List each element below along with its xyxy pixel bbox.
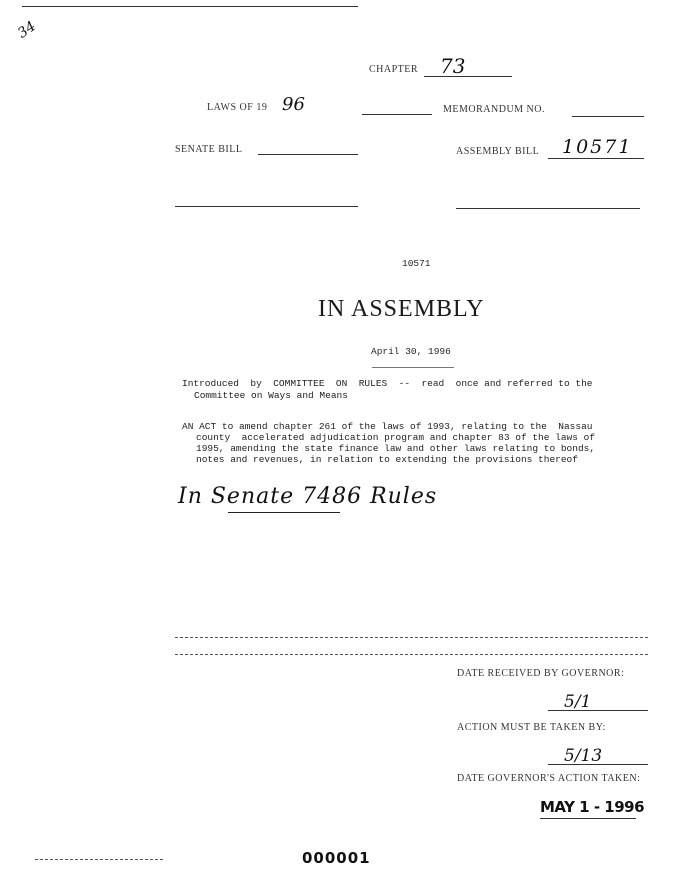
date-received-underline [548,710,648,711]
handwritten-underline [228,512,340,513]
handwritten-note: In Senate 7486 Rules [178,484,438,509]
lower-rule-1 [175,637,648,638]
date-underline [372,367,454,368]
senate-bill-label: SENATE BILL [175,144,243,155]
action-taken-stamp: MAY 1 - 1996 [540,798,645,816]
chapter-underline [424,76,512,77]
bill-number: 10571 [402,258,431,269]
action-taken-label: DATE GOVERNOR'S ACTION TAKEN: [457,773,641,784]
introduced-line-1: Introduced by COMMITTEE ON RULES -- read once and referred to the [182,378,593,389]
top-rule [22,6,358,7]
footer-rule [35,859,163,860]
act-line-4: notes and revenues, in relation to extending the provisions thereof [196,454,578,465]
act-line-1: AN ACT to amend chapter 261 of the laws of 1993, relating to the Nassau [182,421,593,432]
laws-year: 96 [282,94,305,115]
laws-label: LAWS OF 19 [207,102,268,113]
action-by-underline [548,764,648,765]
memorandum-underline [572,116,644,117]
act-line-2: county accelerated adjudication program and chapter 83 of the laws of [196,432,596,443]
introduced-line-2: Committee on Ways and Means [194,390,348,401]
senate-bill-underline [258,154,358,155]
bill-title: IN ASSEMBLY [318,296,485,322]
margin-mark: 34 [15,18,39,42]
assembly-bill-value: 10571 [562,136,633,158]
chapter-value: 73 [440,54,466,78]
chapter-label: CHAPTER [369,64,419,75]
blank-rule-right [456,208,640,209]
page-number: 000001 [302,849,371,867]
action-taken-underline [540,818,636,819]
action-by-label: ACTION MUST BE TAKEN BY: [457,722,606,733]
action-by-value: 5/13 [564,746,603,766]
laws-underline [362,114,432,115]
lower-rule-2 [175,654,648,655]
assembly-bill-underline [548,158,644,159]
date-received-label: DATE RECEIVED BY GOVERNOR: [457,668,625,679]
blank-rule-left [175,206,358,207]
act-line-3: 1995, amending the state finance law and other laws relating to bonds, [196,443,596,454]
memorandum-label: MEMORANDUM NO. [443,104,546,115]
assembly-bill-label: ASSEMBLY BILL [456,146,540,157]
date-received-value: 5/1 [564,692,592,712]
bill-date: April 30, 1996 [371,346,451,357]
